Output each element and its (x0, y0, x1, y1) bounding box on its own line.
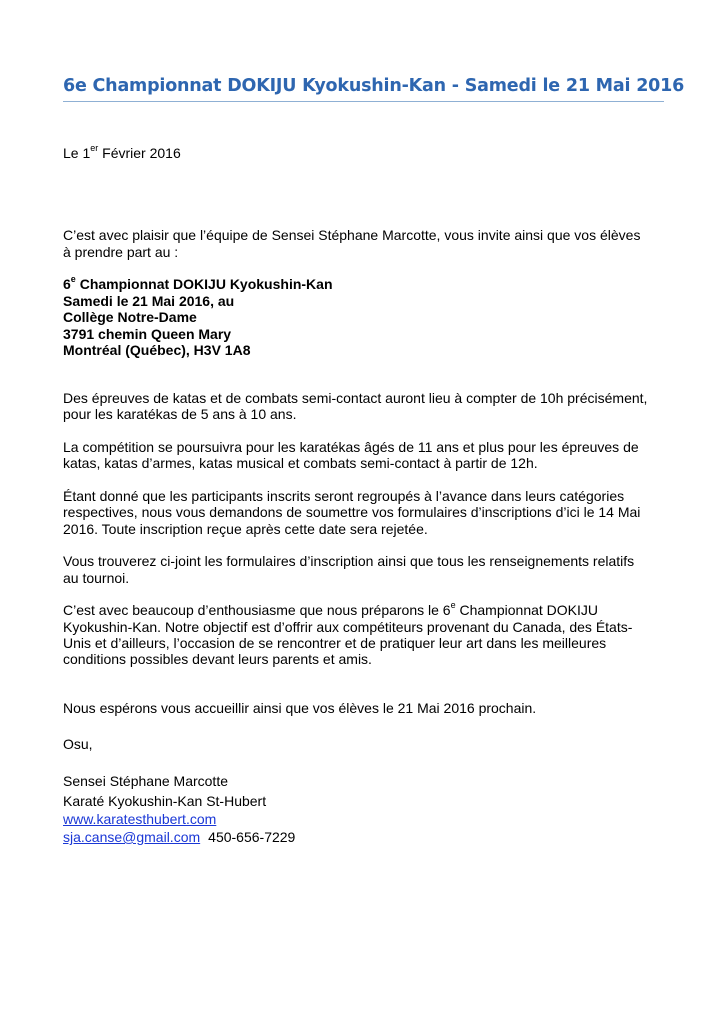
paragraph-5-line-3: Unis et d’ailleurs, l’occasion de se rencontrer et de pratiquer leur art dans les meilleures (63, 635, 607, 651)
intro-line-2: à prendre part au : (63, 244, 179, 260)
event-edition-ordinal: e (70, 274, 76, 285)
document-title: 6e Championnat DOKIJU Kyokushin-Kan - Samedi le 21 Mai 2016 (63, 76, 685, 96)
event-name (63, 276, 333, 293)
event-city: Montréal (Québec), H3V 1A8 (63, 342, 251, 358)
paragraph-2-line-2: katas, katas d’armes, katas musical et combats semi-contact à partir de 12h. (63, 455, 538, 471)
paragraph-5-line-2: Kyokushin-Kan. Notre objectif est d’offrir aux compétiteurs provenant du Canada, des États- (63, 619, 633, 635)
paragraph-3-line-3: 2016. Toute inscription reçue après cette date sera rejetée. (63, 521, 428, 537)
event-venue: Collège Notre-Dame (63, 309, 197, 325)
paragraph-1-line-1: Des épreuves de katas et de combats semi-contact auront lieu à compter de 10h précisément, (63, 390, 648, 406)
event-edition: 6 (63, 276, 71, 292)
paragraph-4-line-1: Vous trouverez ci-joint les formulaires d’inscription ainsi que tous les renseignements relatifs (63, 553, 635, 569)
paragraph-3-line-1: Étant donné que les participants inscrits seront regroupés à l’avance dans leurs catégories (63, 488, 625, 504)
event-street: 3791 chemin Queen Mary (63, 326, 232, 342)
event-date: Samedi le 21 Mai 2016, au (63, 293, 235, 309)
event-name-text: Championnat DOKIJU Kyokushin-Kan (75, 276, 333, 292)
email-link[interactable]: sja.canse@gmail.com (63, 829, 201, 845)
signature-website-line (63, 811, 216, 828)
paragraph-5-line-4: conditions possibles devant leurs parents et amis. (63, 651, 372, 667)
signature-name: Sensei Stéphane Marcotte (63, 773, 228, 789)
intro-line-1: C’est avec plaisir que l’équipe de Sensei Stéphane Marcotte, vous invite ainsi que vos élèves (63, 227, 641, 243)
paragraph-5-text-a: C’est avec beaucoup d’enthousiasme que nous préparons le 6 (63, 602, 451, 618)
website-link[interactable]: www.karatesthubert.com (63, 811, 217, 827)
paragraph-2-line-1: La compétition se poursuivra pour les karatékas âgés de 11 ans et plus pour les épreuves de (63, 439, 639, 455)
title-divider (63, 101, 664, 102)
paragraph-3-line-2: respectives, nous vous demandons de soumettre vos formulaires d’inscriptions d’ici le 14 Mai (63, 504, 641, 520)
date-ordinal: er (90, 143, 99, 154)
date-day: Le 1 (63, 145, 91, 161)
phone-number: 450-656-7229 (208, 829, 296, 845)
salutation: Osu, (63, 736, 93, 752)
paragraph-4-line-2: au tournoi. (63, 570, 130, 586)
signature-organization: Karaté Kyokushin-Kan St-Hubert (63, 793, 267, 809)
paragraph-5-ordinal: e (450, 600, 456, 611)
paragraph-1-line-2: pour les karatékas de 5 ans à 10 ans. (63, 406, 297, 422)
closing-sentence: Nous espérons vous accueillir ainsi que vos élèves le 21 Mai 2016 prochain. (63, 700, 537, 716)
letter-date (63, 145, 181, 162)
signature-contact-line (63, 829, 295, 846)
date-month-year: Février 2016 (98, 145, 181, 161)
paragraph-5-line-1 (63, 602, 598, 619)
paragraph-5-text-b: Championnat DOKIJU (455, 602, 599, 618)
